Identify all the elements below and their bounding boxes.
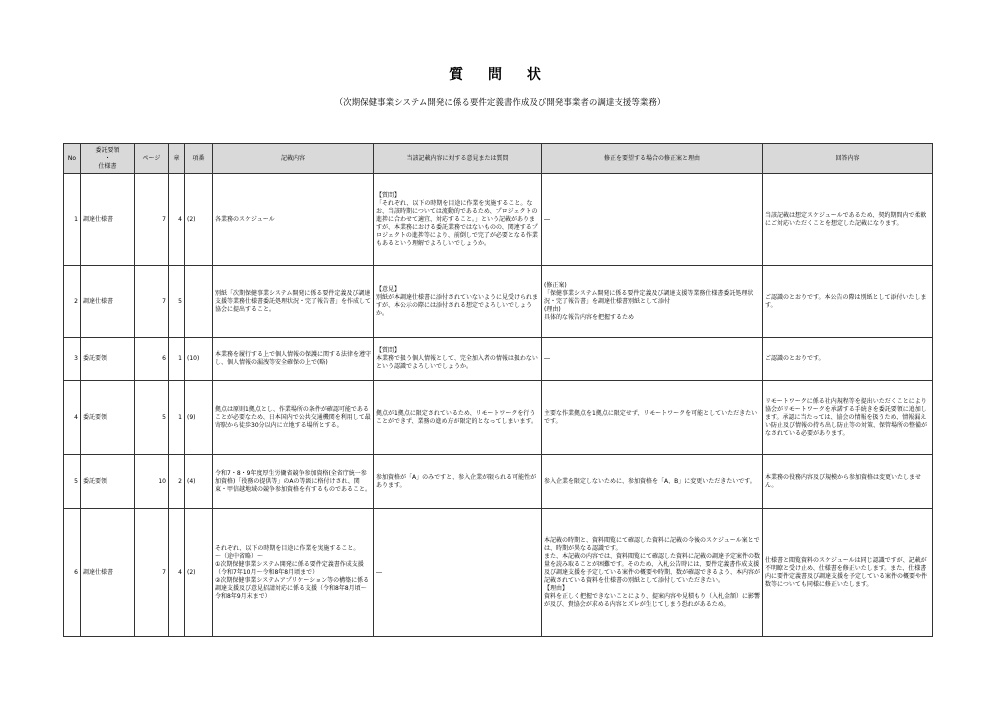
cell-item: (4) [185, 455, 213, 509]
cell-question: 【意見】 別紙が本調達仕様書に添付されていないように見受けられますが、本公示の際には添付される想定でよろしいでしょうか。 [374, 266, 542, 338]
cell-document: 調達仕様書 [81, 509, 135, 637]
cell-no: 2 [64, 266, 81, 338]
header-answer: 回答内容 [763, 144, 933, 174]
header-item: 項番 [185, 144, 213, 174]
cell-page: 7 [135, 174, 169, 266]
cell-page: 6 [135, 338, 169, 381]
cell-answer: 仕様書と閲覧資料のスケジュールは同じ認識ですが、記載が不明瞭と受け止め、仕様書を修正いたします。また、仕様書内に要件定義書及び調達支援を予定している案件の概要や件数等についても同様に修正いたします。 [763, 509, 933, 637]
header-question: 当該記載内容に対する意見または質問 [374, 144, 542, 174]
cell-question: 拠点が1拠点に限定されているため、リモートワークを行うことができず、業務の進め方が限定的となってしまいます。 [374, 381, 542, 455]
cell-document: 委託要領 [81, 455, 135, 509]
cell-no: 1 [64, 174, 81, 266]
cell-no: 3 [64, 338, 81, 381]
cell-content: 令和7・8・9年度厚生労働省競争参加資格(全省庁統一参加資格)「役務の提供等」のAの等級に格付けされ、関東・甲信越地域の競争参加資格を有するものであること。 [213, 455, 374, 509]
cell-answer: ご認識のとおりです。本公告の際は別紙として添付いたします。 [763, 266, 933, 338]
table-row [64, 338, 933, 381]
cell-no: 6 [64, 509, 81, 637]
cell-answer: 本業務の役務内容及び規模から参加資格は変更いたしません。 [763, 455, 933, 509]
cell-content: 各業務のスケジュール [213, 174, 374, 266]
table-row [64, 455, 933, 509]
cell-page: 10 [135, 455, 169, 509]
cell-question: ― [374, 509, 542, 637]
page-title: 質 問 状 [449, 67, 551, 83]
header-document: 委託要領 ・ 仕様書 [81, 144, 135, 174]
cell-chapter: 1 [169, 381, 185, 455]
table-row [64, 381, 933, 455]
cell-item [185, 266, 213, 338]
cell-question: 【質問】 「それぞれ、以下の時期を目途に作業を実施すること。なお、当該時期については流動的であるため、プロジェクトの進捗に合わせて適宜、対応すること。」という記載がありますが、本業務における委託業務ではないものの、関連するプロジェクトの進捗等により、前倒しで完了が必要となる作業もあるという理解でよろしいでしょうか。 [374, 174, 542, 266]
cell-proposal: 参入企業を限定しないために、参加資格を「A、B」に変更いただきたいです。 [542, 455, 763, 509]
cell-answer: 当該記載は想定スケジュールであるため、契約期間内で柔軟にご対応いただくことを想定した記載になります。 [763, 174, 933, 266]
cell-question: 参加資格が「A」のみですと、参入企業が限られる可能性があります。 [374, 455, 542, 509]
cell-proposal: ― [542, 338, 763, 381]
page-subtitle: （次期保健事業システム開発に係る要件定義書作成及び開発事業者の調達支援等業務） [334, 98, 666, 108]
cell-question: 【質問】 本業務で扱う個人情報として、完全加入者の情報は扱わないという認識でよろしいでしょうか。 [374, 338, 542, 381]
cell-page: 5 [135, 381, 169, 455]
cell-document: 調達仕様書 [81, 266, 135, 338]
header-chapter: 章 [169, 144, 185, 174]
cell-page: 7 [135, 509, 169, 637]
cell-item: (2) [185, 509, 213, 637]
cell-content: 本業務を履行する上で個人情報の保護に関する法律を遵守し、個人情報の漏洩等安全確保の上で(略) [213, 338, 374, 381]
table-row [64, 509, 933, 637]
question-table [63, 143, 933, 637]
cell-content: 拠点は原則1拠点とし、作業場所の条件が確認可能であることが必要なため、日本国内で公共交通機関を利用して最寄駅から徒歩30分以内に立地する場所とする。 [213, 381, 374, 455]
table-row [64, 266, 933, 338]
cell-proposal: (修正案) 「保健事業システム開発に係る要件定義及び調達支援等業務仕様書委託処理状況・完了報告書」を調達仕様書別紙として添付 (理由) 具体的な報告内容を把握するため [542, 266, 763, 338]
cell-no: 5 [64, 455, 81, 509]
cell-document: 調達仕様書 [81, 174, 135, 266]
cell-no: 4 [64, 381, 81, 455]
cell-page: 7 [135, 266, 169, 338]
cell-document: 委託要領 [81, 381, 135, 455]
header-proposal: 修正を要望する場合の修正案と理由 [542, 144, 763, 174]
cell-answer: リモートワークに係る社内規程等を提出いただくことにより協会がリモートワークを承諾する手続きを委託要領に追加します。承認に当たっては、協会の情報を扱うため、情報漏えい防止及び情報の持ち出し防止等の対策、保管場所の整備がなされている必要があります。 [763, 381, 933, 455]
cell-content: 別紙「次期保健事業システム開発に係る要件定義及び調達支援等業務仕様書委託処理状況・完了報告書」を作成して協会に提出すること。 [213, 266, 374, 338]
header-content: 記載内容 [213, 144, 374, 174]
cell-content: それぞれ、以下の時期を目途に作業を実施すること。 〜（途中省略）〜 ①次期保健事業システム開発に係る要件定義書作成支援（令和7年10月〜令和8年8月頃まで） ②次期保健事業システムアプリケーション等の構築に係る調達支援及び意見招請対応に係る支援（令和8年8月頃〜令和8年9月末まで） [213, 509, 374, 637]
cell-proposal: 主要な作業拠点を1拠点に限定せず、リモートワークを可能としていただきたいです。 [542, 381, 763, 455]
cell-chapter: 5 [169, 266, 185, 338]
table-header-row [64, 144, 933, 174]
cell-answer: ご認識のとおりです。 [763, 338, 933, 381]
cell-item: (2) [185, 174, 213, 266]
cell-chapter: 4 [169, 509, 185, 637]
cell-chapter: 1 [169, 338, 185, 381]
cell-item: (10) [185, 338, 213, 381]
cell-proposal: 本記載の時期と、資料閲覧にて確認した資料に記載の今後のスケジュール案とでは、時期が異なる認識です。 また、本記載の内容では、資料閲覧にて確認した資料に記載の調達予定案件の数量を読み取ることが困難です。そのため、入札公告時には、要件定義書作成支援及び調達支援を予定している案件の概要や時期、数が確認できるよう、本内容が記載されている資料を仕様書の別紙として添付していただきたい。 【理由】 資料を正しく把握できないことにより、提案内容や見積もり（入札金額）に影響が及び、貴協会が求める内容とズレが生じてしまう恐れがあるため。 [542, 509, 763, 637]
cell-chapter: 2 [169, 455, 185, 509]
cell-item: (9) [185, 381, 213, 455]
header-no: No [64, 144, 81, 174]
header-page: ページ [135, 144, 169, 174]
table-row [64, 174, 933, 266]
cell-document: 委託要領 [81, 338, 135, 381]
cell-proposal: ― [542, 174, 763, 266]
cell-chapter: 4 [169, 174, 185, 266]
